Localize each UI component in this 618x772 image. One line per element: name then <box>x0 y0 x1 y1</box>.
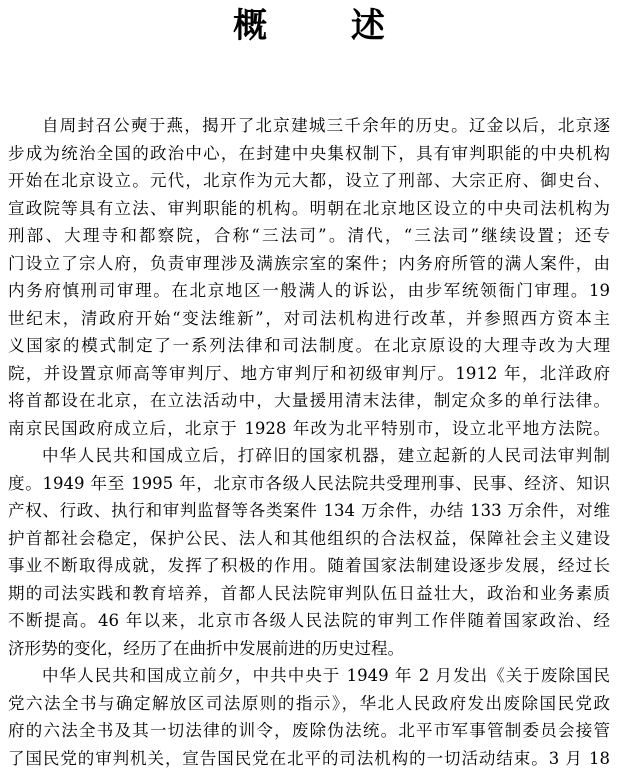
text-line: 宣政院等具有立法、审判职能的机构。明朝在北京地区设立的中央司法机构为 <box>8 195 610 223</box>
text-line: 护首都社会稳定，保护公民、法人和其他组织的合法权益，保障社会主义建设 <box>8 525 610 553</box>
text-line: 府的六法全书及其一切法律的训令，废除伪法统。北平市军事管制委员会接管 <box>8 717 610 745</box>
text-line: 度。1949 年至 1995 年，北京市各级人民法院共受理刑事、民事、经济、知识 <box>8 470 610 498</box>
text-line: 产权、行政、执行和审判监督等各类案件 134 万余件，办结 133 万余件，对维 <box>8 497 610 525</box>
text-line: 开始在北京设立。元代，北京作为元大都，设立了刑部、大宗正府、御史台、 <box>8 167 610 195</box>
text-line: 将首都设在北京，在立法活动中，大量援用清末法律，制定众多的单行法律。 <box>8 387 610 415</box>
text-line: 院，并设置京师高等审判厅、地方审判厅和初级审判厅。1912 年，北洋政府 <box>8 360 610 388</box>
text-line: 事业不断取得成就，发挥了积极的作用。随着国家法制建设逐步发展，经过长 <box>8 552 610 580</box>
text-line: 义国家的模式制定了一系列法律和司法制度。在北京原设的大理寺改为大理 <box>8 332 610 360</box>
text-line: 内务府慎刑司审理。在北京地区一般满人的诉讼，由步军统领衙门审理。19 <box>8 277 610 305</box>
text-line: 自周封召公奭于燕，揭开了北京建城三千余年的历史。辽金以后，北京逐 <box>8 112 610 140</box>
text-line: 门设立了宗人府，负责审理涉及满族宗室的案件；内务府所管的满人案件，由 <box>8 250 610 278</box>
text-line: 中华人民共和国成立后，打碎旧的国家机器，建立起新的人民司法审判制 <box>8 442 610 470</box>
text-line: 不断提高。46 年以来，北京市各级人民法院的审判工作伴随着国家政治、经 <box>8 607 610 635</box>
text-line: 济形势的变化，经历了在曲折中发展前进的历史过程。 <box>8 635 610 663</box>
text-line: 世纪末，清政府开始“变法维新”，对司法机构进行改革，并参照西方资本主 <box>8 305 610 333</box>
text-line: 南京民国政府成立后，北京于 1928 年改为北平特别市，设立北平地方法院。 <box>8 415 610 443</box>
text-line: 中华人民共和国成立前夕，中共中央于 1949 年 2 月发出《关于废除国民 <box>8 662 610 690</box>
page-title: 概 述 <box>0 4 618 48</box>
text-line: 刑部、大理寺和都察院，合称“三法司”。清代，“三法司”继续设置；还专 <box>8 222 610 250</box>
text-line: 期的司法实践和教育培养，首都人民法院审判队伍日益壮大，政治和业务素质 <box>8 580 610 608</box>
body-text <box>8 112 610 772</box>
text-line: 步成为统治全国的政治中心，在封建中央集权制下，具有审判职能的中央机构 <box>8 140 610 168</box>
text-line: 党六法全书与确定解放区司法原则的指示》，华北人民政府发出废除国民党政 <box>8 690 610 718</box>
text-line: 了国民党的审判机关，宣告国民党在北平的司法机构的一切活动结束。3 月 18 <box>8 745 610 772</box>
